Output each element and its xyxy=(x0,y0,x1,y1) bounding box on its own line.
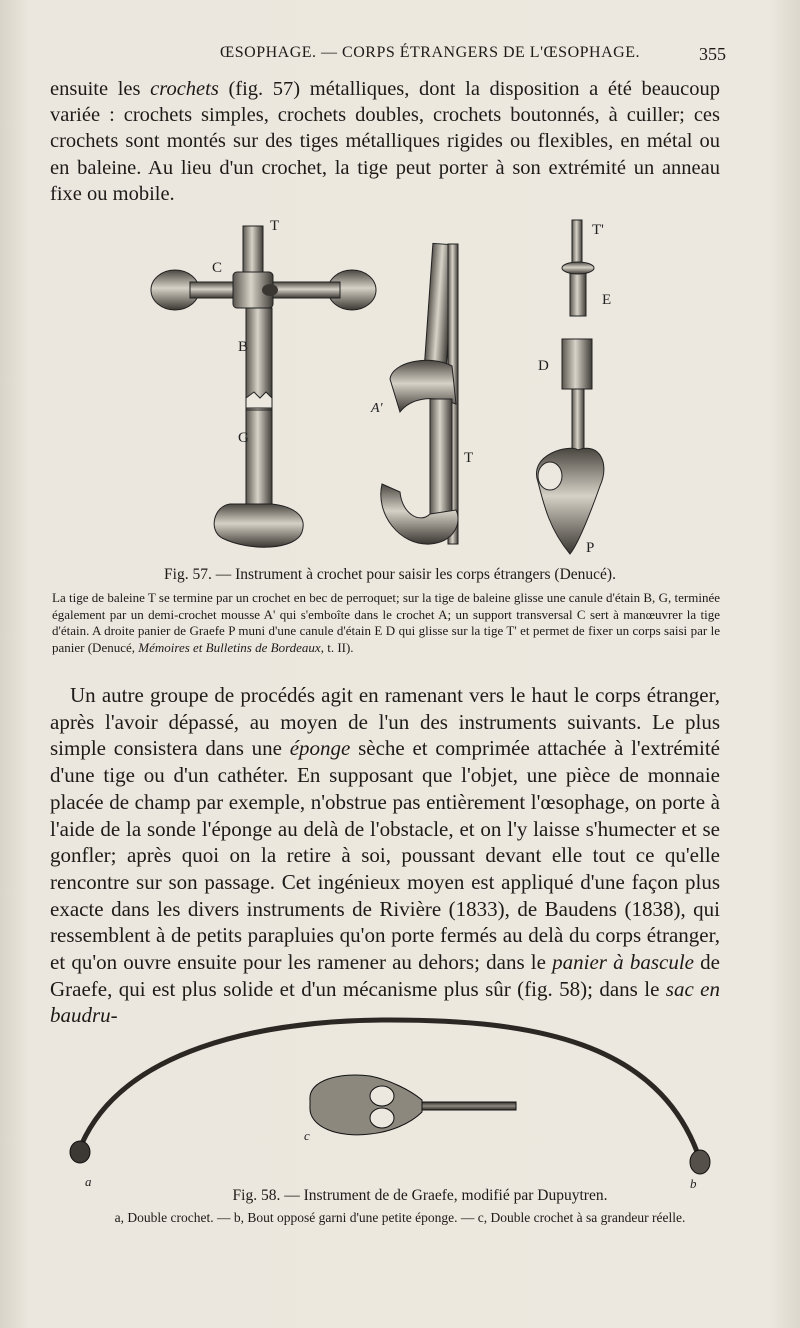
hook-instrument-middle xyxy=(370,243,473,544)
label-b: b xyxy=(690,1176,697,1191)
hook-instrument-left xyxy=(151,218,376,547)
figure-57-caption: Fig. 57. — Instrument à crochet pour saisir les corps étrangers (Denucé). xyxy=(164,566,616,583)
double-hook-tip xyxy=(70,1141,90,1163)
p2-text-b: sèche et comprimée attachée à l'extrémité d'une tige ou d'un cathéter. En supposant que l'objet, une pièce de monnaie placée de champ par exemple, n'obstrue pas entièrement l'œsophage, on porte à l'aide de la sonde l'éponge au delà de l'obstacle, et on l'y laisse s'humecter et se gonfler; après quoi on la retire à soi, poussant devant elle tout ce qu'elle rencontre sur son passage. Cet ingénieux moyen est appliqué d'une façon plus exacte dans les divers instruments de Rivière (1833), de Baudens (1838), qui ressemblent à de petits parapluies qu'on porte fermés au delà du corps étranger, et qu'on ouvre ensuite pour les ramener au dehors; dans le xyxy=(50,736,720,975)
figure-57-legend xyxy=(52,590,720,656)
p1-text-a: ensuite les xyxy=(50,78,151,100)
legend57-text-a: La tige de baleine T se termine par un crochet en bec de perroquet; sur la tige de baleine glisse une canule d'étain B, G, terminée également par un demi-crochet mousse A' qui s'emboîte dans le crochet A; un support transversal C sert à manœuvrer la tige d'étain. A droite panier de Graefe P muni d'une canule d'étain E D qui glisse sur la tige T' et permet de fixer un corps saisi par le panier (Denucé, xyxy=(52,590,720,655)
running-title: ŒSOPHAGE. — CORPS ÉTRANGERS DE L'ŒSOPHAGE. xyxy=(220,44,640,61)
paragraph-crochets xyxy=(50,76,720,207)
figure-58-illustration xyxy=(60,1010,730,1195)
label-T-middle: T xyxy=(464,450,474,466)
graefe-basket-instrument xyxy=(536,220,611,556)
page-number: 355 xyxy=(699,44,726,64)
label-G: G xyxy=(238,430,249,446)
p2-italic-eponge: éponge xyxy=(289,736,351,761)
p2-italic-sac: sac en baudru- xyxy=(50,976,720,1028)
p2-text-c: de Graefe, qui est plus solide et d'un mécanisme plus sûr (fig. 58); dans le xyxy=(50,950,720,1001)
figure-57-illustration xyxy=(130,214,650,564)
label-B: B xyxy=(238,339,249,355)
double-hook-detail xyxy=(310,1075,516,1135)
label-T-prime: T' xyxy=(592,222,604,238)
paragraph-autre-groupe xyxy=(50,682,720,1029)
p1-italic-crochets: crochets xyxy=(150,78,219,100)
sponge-end xyxy=(690,1150,710,1174)
p1-text-b: (fig. 57) métalliques, dont la disposition a été beaucoup variée : crochets simples, crochets doubles, crochets boutonnés, à cuiller; ces crochets sont montés sur des tiges métalliques rigides ou flexibles, en métal ou en baleine. Au lieu d'un crochet, la tige peut porter à son extrémité un anneau fixe ou mobile. xyxy=(50,78,720,205)
label-C: C xyxy=(212,260,223,276)
p2-text-a: Un autre groupe de procédés agit en ramenant vers le haut le corps étranger, après l'avoir dépassé, au moyen de l'un des instruments suivants. Le plus simple consistera dans une xyxy=(50,683,720,761)
label-c: c xyxy=(304,1128,310,1143)
label-a: a xyxy=(85,1174,92,1189)
legend57-italic-source: Mémoires et Bulletins de Bordeaux xyxy=(138,639,321,655)
figure-58-caption: Fig. 58. — Instrument de de Graefe, modifié par Dupuytren. xyxy=(232,1187,608,1204)
label-T-left: T xyxy=(270,218,280,234)
label-A-prime: A' xyxy=(371,401,383,416)
label-E: E xyxy=(602,292,612,308)
label-D: D xyxy=(538,358,549,374)
figure-58-legend: a, Double crochet. — b, Bout opposé garni d'une petite éponge. — c, Double crochet à sa grandeur réelle. xyxy=(114,1210,686,1225)
label-P: P xyxy=(586,540,595,556)
legend57-text-b: , t. II). xyxy=(320,639,354,655)
p2-italic-panier: panier à bascule xyxy=(552,950,694,975)
